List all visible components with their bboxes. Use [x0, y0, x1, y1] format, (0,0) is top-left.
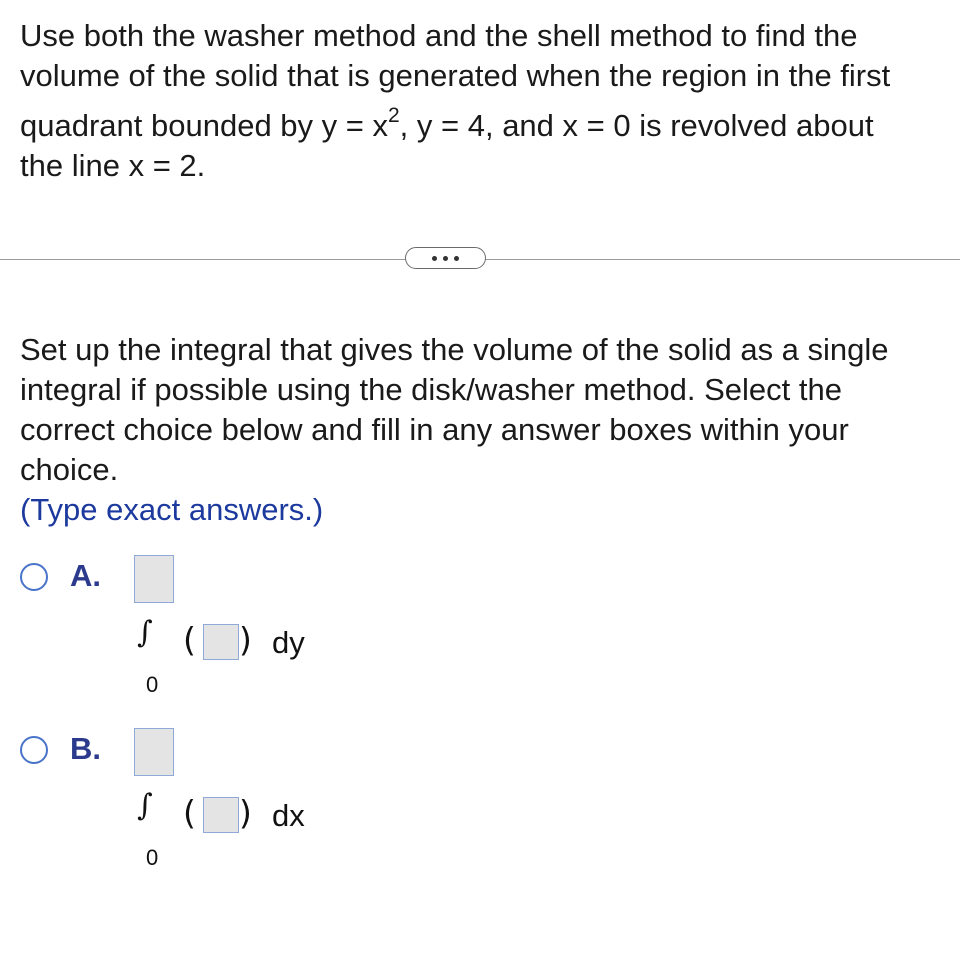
- choice-a-radio[interactable]: [20, 563, 48, 591]
- choice-b-radio[interactable]: [20, 736, 48, 764]
- show-more-button[interactable]: [405, 247, 486, 269]
- instructions-text: Set up the integral that gives the volume of the solid as a single integral if possible using the disk/washer method. Select the correct choice below and fill in any answer boxes within your choice.: [20, 332, 889, 487]
- choice-a: [20, 555, 920, 715]
- choice-a-close-paren: ): [239, 620, 252, 659]
- question-text: [20, 16, 940, 186]
- ellipsis-dot-icon: [432, 256, 437, 261]
- question-line-2: volume of the solid that is generated when the region in the first: [20, 58, 891, 93]
- ellipsis-dot-icon: [454, 256, 459, 261]
- question-line-3-start: quadrant bounded by y = x: [20, 108, 388, 143]
- choice-b-letter[interactable]: B.: [70, 731, 101, 766]
- ellipsis-dot-icon: [443, 256, 448, 261]
- exponent: 2: [387, 103, 400, 127]
- choice-b: [20, 728, 920, 888]
- choice-b-open-paren: (: [183, 793, 196, 832]
- question-line-1: Use both the washer method and the shell method to find the: [20, 18, 858, 53]
- question-line-3: [20, 103, 940, 146]
- choice-a-differential: dy: [272, 625, 305, 660]
- choice-b-upper-limit-input[interactable]: [134, 728, 174, 776]
- choice-b-close-paren: ): [239, 793, 252, 832]
- choice-a-lower-limit: 0: [146, 672, 159, 697]
- choice-a-upper-limit-input[interactable]: [134, 555, 174, 603]
- integral-icon: ∫: [137, 788, 153, 823]
- question-line-3-end: , y = 4, and x = 0 is revolved about: [399, 108, 874, 143]
- choice-a-letter[interactable]: A.: [70, 558, 101, 593]
- choice-a-integrand-input[interactable]: [203, 624, 239, 660]
- choice-b-differential: dx: [272, 798, 305, 833]
- choice-b-integrand-input[interactable]: [203, 797, 239, 833]
- choice-a-open-paren: (: [183, 620, 196, 659]
- choice-b-lower-limit: 0: [146, 845, 159, 870]
- integral-icon: ∫: [137, 615, 153, 650]
- question-line-4: the line x = 2.: [20, 148, 206, 183]
- answer-format-hint: (Type exact answers.): [20, 492, 324, 527]
